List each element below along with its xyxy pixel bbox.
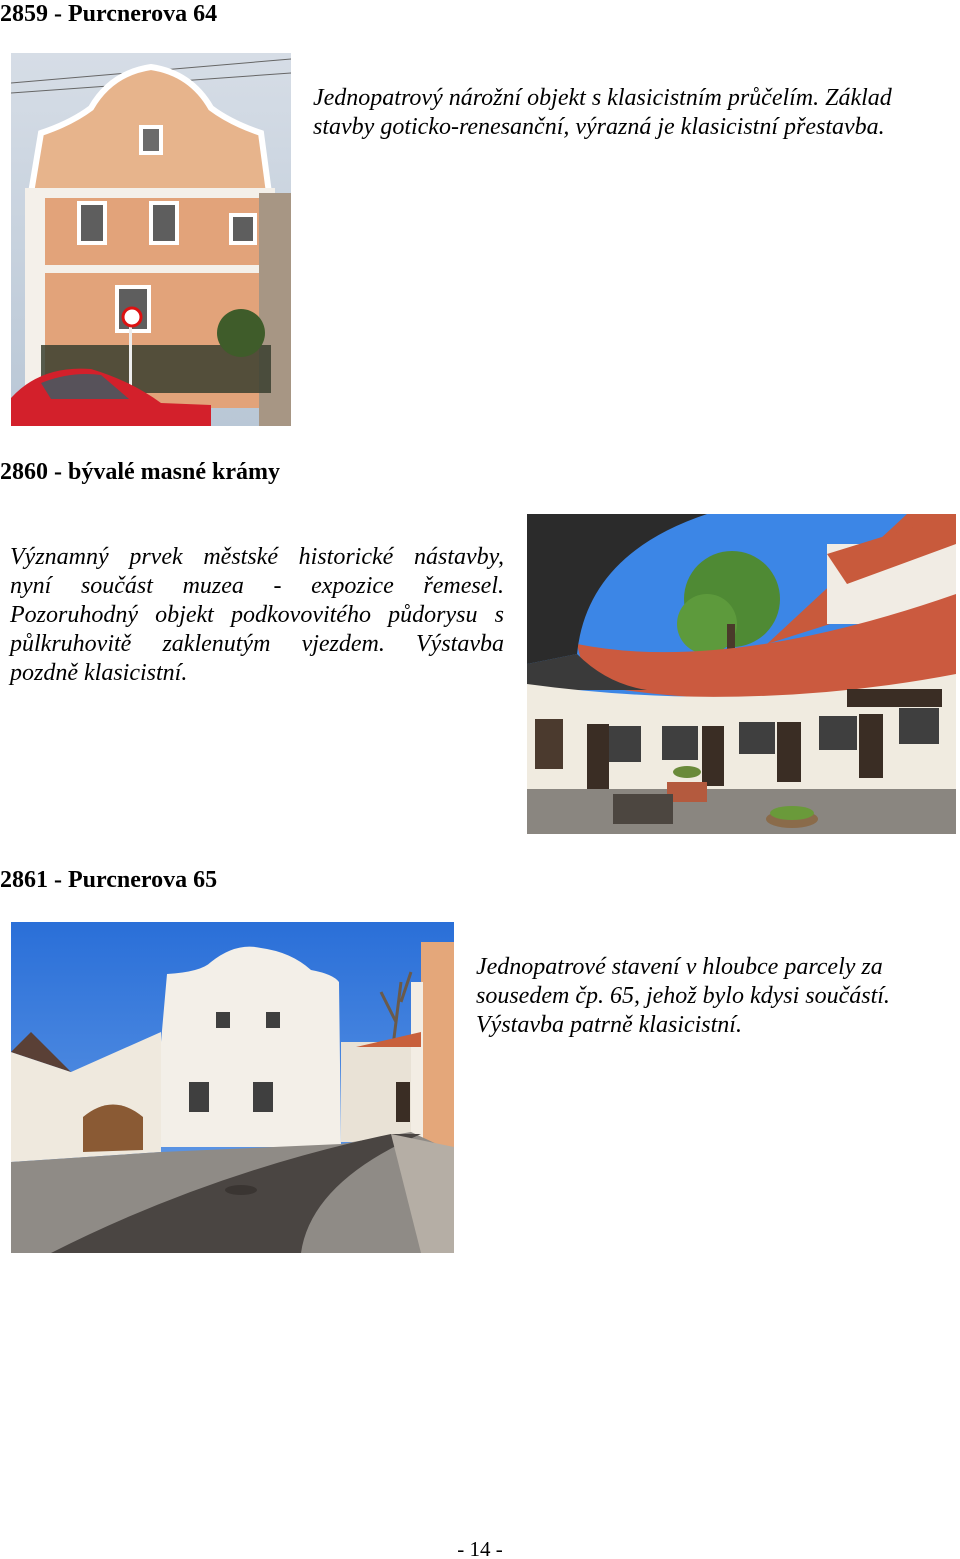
heading-2859: 2859 - Purcnerova 64 (0, 1, 218, 27)
heading-2861: 2861 - Purcnerova 65 (0, 867, 218, 893)
description-2860 (10, 543, 504, 688)
description-line: sousedem čp. 65, jehož bylo kdysi součástí. (476, 983, 890, 1009)
description-line: nyní součást muzea - expozice řemesel. (10, 573, 504, 599)
description-line: Jednopatrový nárožní objekt s klasicistním průčelím. Základ (313, 85, 892, 111)
courtyard-photo (527, 514, 956, 834)
house-photo (11, 53, 291, 426)
description-line: Významný prvek městské historické nástavby, (10, 544, 504, 570)
street-photo-graphic (11, 922, 454, 1253)
description-line: půlkruhovitě zaklenutým vjezdem. Výstavba (10, 631, 504, 657)
street-photo (11, 922, 454, 1253)
courtyard-photo-graphic (527, 514, 956, 834)
description-2859 (313, 84, 953, 142)
description-line: Výstavba patrně klasicistní. (476, 1012, 742, 1038)
description-line: stavby goticko-renesanční, výrazná je klasicistní přestavba. (313, 114, 885, 140)
page-number: - 14 - (457, 1537, 503, 1559)
house-photo-graphic (11, 53, 291, 426)
description-line: Pozoruhodný objekt podkovovitého půdorysu s (10, 602, 504, 628)
description-2861 (476, 953, 956, 1040)
description-line: Jednopatrové stavení v hloubce parcely za (476, 954, 883, 980)
heading-2860: 2860 - bývalé masné krámy (0, 459, 280, 485)
description-line: pozdně klasicistní. (10, 660, 188, 686)
